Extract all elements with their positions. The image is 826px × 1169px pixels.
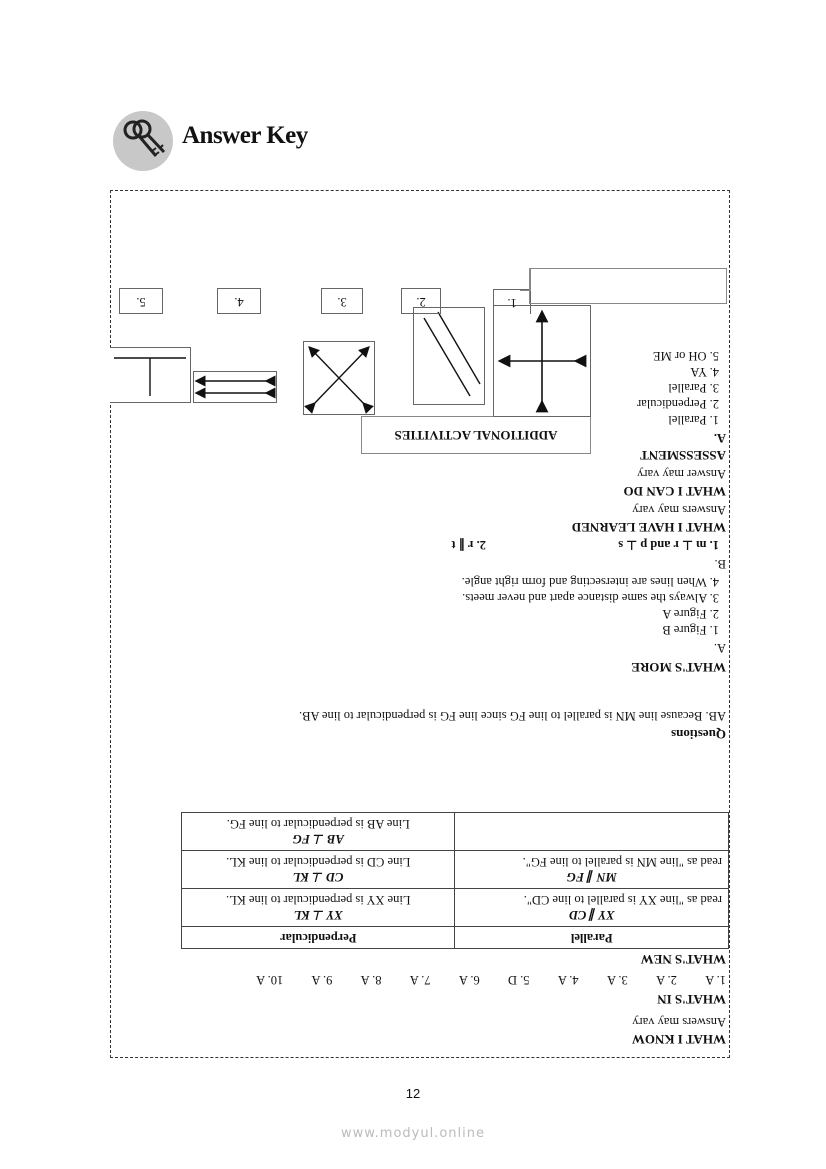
- more-b-answer-2: 2. r ∥ t: [451, 538, 486, 552]
- list-item: 4. When lines are intersecting and form right angle.: [461, 575, 719, 589]
- parallel-symbol: XY ∥ CD: [569, 908, 615, 922]
- section-title-in: WHAT'S IN: [657, 992, 726, 1007]
- list-item: 3. A: [606, 973, 628, 987]
- list-item: 5. OH or ME: [653, 349, 719, 363]
- know-answer: Answers may vary: [632, 1015, 726, 1029]
- additional-activities-title: ADDITIONAL ACTIVITIES: [361, 416, 591, 454]
- more-b-answer-1: 1. m ⊥ r and p ⊥ s: [618, 538, 719, 552]
- answer-box-connector: [520, 268, 531, 291]
- list-item: 7. A: [409, 973, 431, 987]
- assessment-part-a: A.: [713, 431, 726, 445]
- answer-box-3: 3.: [321, 288, 363, 314]
- perpendicular-text: Line CD is perpendicular to line KL.: [226, 855, 411, 869]
- figure-5-t-shape: [110, 347, 191, 403]
- table-header-parallel: Parallel: [455, 927, 729, 949]
- perpendicular-text: Line AB is perpendicular to line FG.: [226, 817, 410, 831]
- figure-3-intersecting: [303, 341, 375, 415]
- section-title-more: WHAT'S MORE: [631, 660, 726, 675]
- figure-4-parallel-arrows: [193, 371, 277, 403]
- list-item: 2. Figure A: [662, 607, 719, 621]
- table-header-perpendicular: Perpendicular: [182, 927, 456, 949]
- list-item: 5. D: [507, 973, 530, 987]
- figure-1-perpendicular: [493, 305, 591, 417]
- answer-box-2: 2.: [401, 288, 441, 314]
- parallel-symbol: MN ∥ FG: [566, 870, 617, 884]
- list-item: 1. Figure B: [662, 623, 719, 637]
- keys-icon: [112, 110, 174, 172]
- in-answers: [256, 972, 726, 987]
- parallel-text: read as "line XY is parallel to line CD".: [523, 893, 722, 907]
- more-part-b: B.: [714, 557, 726, 571]
- questions-title: Questions: [671, 727, 726, 742]
- table-row: [182, 851, 729, 889]
- rotated-content: [111, 191, 731, 1059]
- perpendicular-symbol: XY ⊥ KL: [293, 908, 343, 922]
- watermark: www.modyul.online: [340, 1126, 486, 1141]
- table-row: [182, 813, 729, 851]
- list-item: 10. A: [256, 973, 284, 987]
- list-item: 3. Parallel: [668, 381, 719, 395]
- section-title-new: WHAT'S NEW: [640, 952, 726, 967]
- answer-box-large: [529, 268, 727, 304]
- list-item: 1. Parallel: [668, 413, 719, 427]
- learned-answer: Answers may vary: [632, 503, 726, 517]
- more-part-a: A.: [713, 641, 726, 655]
- section-title-know: WHAT I KNOW: [631, 1032, 726, 1047]
- list-item: 4. YA: [690, 365, 719, 379]
- questions-answer: AB. Because line MN is parallel to line FG since line FG is perpendicular to line AB.: [298, 709, 726, 723]
- answer-box-4: 4.: [217, 288, 261, 314]
- section-title-learned: WHAT I HAVE LEARNED: [571, 520, 726, 535]
- answer-box-5: 5.: [119, 288, 163, 314]
- perpendicular-symbol: AB ⊥ FG: [292, 832, 344, 846]
- list-item: 4. A: [557, 973, 579, 987]
- figure-2-parallel: [413, 307, 485, 405]
- perpendicular-text: Line XY is perpendicular to line KL.: [225, 893, 411, 907]
- table-row: [182, 889, 729, 927]
- list-item: 2. Perpendicular: [637, 397, 719, 411]
- cando-answer: Answer may vary: [637, 467, 726, 481]
- list-item: 9. A: [311, 973, 333, 987]
- list-item: 6. A: [458, 973, 480, 987]
- page-title: Answer Key: [182, 122, 308, 149]
- answer-frame: [110, 190, 730, 1058]
- parallel-perpendicular-table: [181, 812, 729, 949]
- list-item: 3. Always the same distance apart and never meets.: [462, 591, 719, 605]
- page-number: 12: [405, 1086, 421, 1101]
- section-title-cando: WHAT I CAN DO: [623, 484, 726, 499]
- answer-box-1: 1.: [493, 289, 531, 314]
- parallel-text: read as "line MN is parallel to line FG".: [522, 855, 722, 869]
- section-title-assessment: ASSESSMENT: [640, 448, 726, 463]
- perpendicular-symbol: CD ⊥ KL: [293, 870, 344, 884]
- list-item: 2. A: [656, 973, 677, 987]
- list-item: 8. A: [360, 973, 382, 987]
- list-item: 1. A: [705, 973, 726, 987]
